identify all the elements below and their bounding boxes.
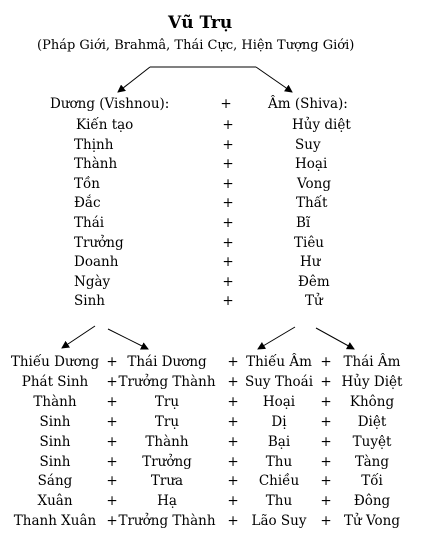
phase-plus: + <box>227 354 239 370</box>
phase-plus: + <box>320 513 332 530</box>
pair-left-term: Sinh <box>74 293 105 310</box>
pair-plus: + <box>222 175 234 192</box>
phase-plus: + <box>320 473 332 490</box>
phase-plus: + <box>320 493 332 510</box>
phase-term: Lão Suy <box>251 513 307 530</box>
pair-plus: + <box>222 156 234 173</box>
arrow-to-thai-duong <box>108 329 148 349</box>
phase-term: Phát Sinh <box>21 373 89 390</box>
pair-plus: + <box>222 273 234 290</box>
pair-plus: + <box>222 293 234 310</box>
phase-term: Dị <box>271 413 287 430</box>
phase-plus: + <box>106 433 118 450</box>
phase-term: Tàng <box>354 453 390 470</box>
phase-plus: + <box>227 373 239 390</box>
phase-term: Thiếu Dương <box>10 354 100 370</box>
pair-right-term: Tiêu <box>294 234 325 251</box>
pair-right-term: Đêm <box>298 273 330 290</box>
phase-term: Thu <box>265 493 293 510</box>
phase-plus: + <box>227 513 239 530</box>
arrow-to-am <box>256 67 292 92</box>
pair-left-term: Tồn <box>74 175 100 192</box>
phase-term: Hủy Diệt <box>341 373 403 390</box>
phase-plus: + <box>106 453 118 470</box>
pair-plus: + <box>222 195 234 212</box>
phase-term: Sinh <box>39 433 71 450</box>
phase-plus: + <box>106 513 118 530</box>
pair-plus: + <box>222 136 234 153</box>
phase-plus: + <box>106 493 118 510</box>
pair-left-term: Đắc <box>74 195 101 212</box>
phase-term: Trưa <box>150 473 184 490</box>
pair-plus: + <box>222 117 234 133</box>
phase-plus: + <box>106 393 118 410</box>
pair-left-term: Thành <box>74 156 118 173</box>
pair-right-term: Bĩ <box>296 215 311 231</box>
phase-plus: + <box>227 493 239 510</box>
am-header: Âm (Shiva): <box>268 96 348 112</box>
phase-plus: + <box>320 373 332 390</box>
phase-term: Không <box>349 393 395 410</box>
arrow-to-thai-am <box>316 328 354 349</box>
phase-term: Tuyệt <box>352 433 392 450</box>
pair-plus: + <box>220 96 232 112</box>
arrow-to-thieu-duong <box>62 326 95 348</box>
phase-term: Bại <box>267 433 291 450</box>
phase-plus: + <box>227 433 239 450</box>
phase-term: Đông <box>353 493 391 510</box>
phase-term: Thanh Xuân <box>13 513 97 530</box>
phase-plus: + <box>106 473 118 490</box>
phase-term: Hoại <box>262 393 296 410</box>
pair-left-term: Thịnh <box>74 136 114 153</box>
phase-term: Tối <box>361 473 383 490</box>
pair-left-term: Kiến tạo <box>76 117 134 133</box>
phase-plus: + <box>227 453 239 470</box>
diagram-subtitle: (Pháp Giới, Brahmâ, Thái Cực, Hiện Tượng Giới) <box>37 38 355 53</box>
diagram-title: Vũ Trụ <box>168 13 233 33</box>
phase-plus: + <box>227 393 239 410</box>
pair-left-term: Thái <box>74 215 105 231</box>
pair-left-term: Trưởng <box>74 234 124 251</box>
phase-term: Thái Dương <box>127 354 207 370</box>
pair-right-term: Suy <box>295 136 321 153</box>
pair-left-term: Ngày <box>74 273 111 290</box>
phase-term: Diệt <box>357 413 387 430</box>
phase-term: Trụ <box>154 413 180 430</box>
pair-left-term: Doanh <box>74 254 119 271</box>
pair-right-term: Thất <box>296 195 328 212</box>
phase-term: Sinh <box>39 453 71 470</box>
arrow-to-duong <box>118 67 150 92</box>
phase-plus: + <box>227 413 239 430</box>
phase-term: Hạ <box>157 493 177 510</box>
phase-term: Suy Thoái <box>244 373 314 390</box>
phase-term: Tử Vong <box>344 513 400 530</box>
pair-plus: + <box>222 215 234 231</box>
phase-plus: + <box>320 413 332 430</box>
phase-term: Thu <box>265 453 293 470</box>
duong-header: Dương (Vishnou): <box>50 96 170 112</box>
phase-term: Trưởng Thành <box>118 373 216 390</box>
phase-plus: + <box>227 473 239 490</box>
pair-plus: + <box>222 254 234 271</box>
phase-plus: + <box>106 373 118 390</box>
arrow-to-thieu-am <box>258 327 295 349</box>
pair-right-term: Hủy diệt <box>292 117 351 133</box>
phase-plus: + <box>106 413 118 430</box>
phase-plus: + <box>320 393 332 410</box>
pair-right-term: Vong <box>297 175 331 192</box>
pair-right-term: Tử <box>305 293 323 310</box>
phase-term: Thiếu Âm <box>246 354 312 370</box>
phase-term: Trưởng Thành <box>118 513 216 530</box>
phase-term: Thành <box>145 433 189 450</box>
phase-plus: + <box>320 433 332 450</box>
pair-plus: + <box>222 234 234 251</box>
phase-term: Sinh <box>39 413 71 430</box>
phase-term: Xuân <box>37 493 73 510</box>
phase-term: Sáng <box>37 473 73 490</box>
phase-term: Trưởng <box>142 453 192 470</box>
pair-right-term: Hoại <box>295 156 328 173</box>
phase-plus: + <box>320 354 332 370</box>
phase-plus: + <box>106 354 118 370</box>
phase-term: Thái Âm <box>343 354 401 370</box>
phase-term: Thành <box>33 393 77 410</box>
phase-term: Chiều <box>258 473 300 490</box>
phase-term: Trụ <box>154 393 180 410</box>
pair-right-term: Hư <box>300 254 321 271</box>
phase-plus: + <box>320 453 332 470</box>
